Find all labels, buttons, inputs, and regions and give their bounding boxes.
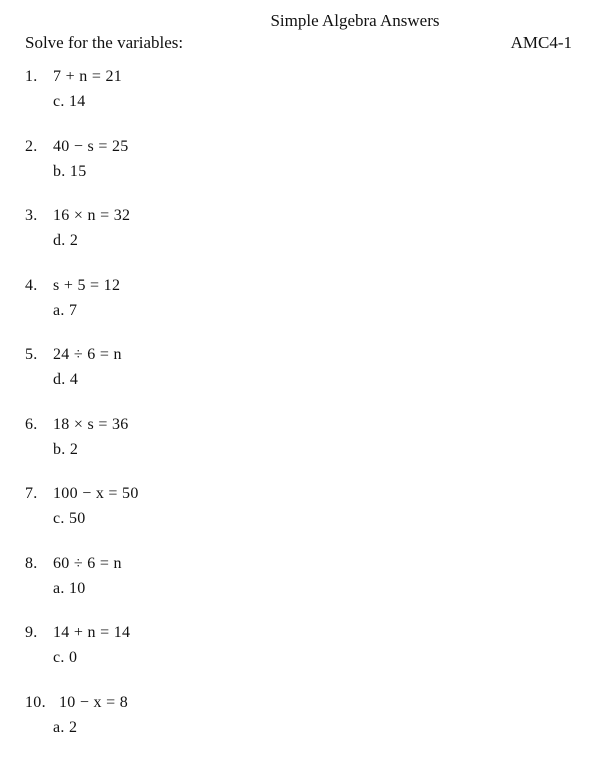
problem-equation: 10 − x = 8	[59, 692, 128, 714]
problem-list	[25, 64, 565, 759]
problem-equation: 100 − x = 50	[53, 483, 139, 505]
problem-question	[25, 553, 565, 575]
problem-equation: 40 − s = 25	[53, 136, 129, 158]
problem-equation: 16 × n = 32	[53, 205, 130, 227]
problem-item	[25, 690, 565, 759]
problem-question	[25, 205, 565, 227]
problem-question	[25, 344, 565, 366]
problem-number: 8.	[25, 553, 53, 575]
problem-item	[25, 342, 565, 412]
page-title: Simple Algebra Answers	[0, 10, 600, 32]
problem-answer: c. 14	[25, 91, 565, 113]
problem-equation: 18 × s = 36	[53, 414, 129, 436]
problem-question	[25, 275, 565, 297]
problem-number: 6.	[25, 414, 53, 436]
problem-equation: 60 ÷ 6 = n	[53, 553, 122, 575]
problem-question	[25, 483, 565, 505]
problem-item	[25, 64, 565, 134]
problem-answer: b. 2	[25, 439, 565, 461]
problem-item	[25, 134, 565, 204]
problem-question	[25, 136, 565, 158]
problem-answer: c. 50	[25, 508, 565, 530]
problem-question	[25, 622, 565, 644]
problem-question	[25, 692, 565, 714]
problem-question	[25, 414, 565, 436]
problem-answer: d. 4	[25, 369, 565, 391]
problem-answer: a. 7	[25, 300, 565, 322]
problem-number: 10.	[25, 692, 59, 714]
problem-item	[25, 273, 565, 343]
problem-equation: 24 ÷ 6 = n	[53, 344, 122, 366]
problem-equation: s + 5 = 12	[53, 275, 120, 297]
problem-item	[25, 203, 565, 273]
problem-number: 2.	[25, 136, 53, 158]
problem-answer: b. 15	[25, 161, 565, 183]
problem-equation: 14 + n = 14	[53, 622, 130, 644]
problem-answer: d. 2	[25, 230, 565, 252]
problem-answer: c. 0	[25, 647, 565, 669]
problem-equation: 7 + n = 21	[53, 66, 122, 88]
problem-number: 3.	[25, 205, 53, 227]
problem-number: 7.	[25, 483, 53, 505]
problem-answer: a. 10	[25, 578, 565, 600]
problem-item	[25, 481, 565, 551]
problem-number: 5.	[25, 344, 53, 366]
problem-answer: a. 2	[25, 717, 565, 739]
instructions-text: Solve for the variables:	[25, 32, 183, 54]
problem-number: 4.	[25, 275, 53, 297]
problem-question	[25, 66, 565, 88]
worksheet-code: AMC4-1	[511, 32, 572, 54]
problem-item	[25, 620, 565, 690]
problem-number: 9.	[25, 622, 53, 644]
problem-item	[25, 551, 565, 621]
problem-item	[25, 412, 565, 482]
problem-number: 1.	[25, 66, 53, 88]
